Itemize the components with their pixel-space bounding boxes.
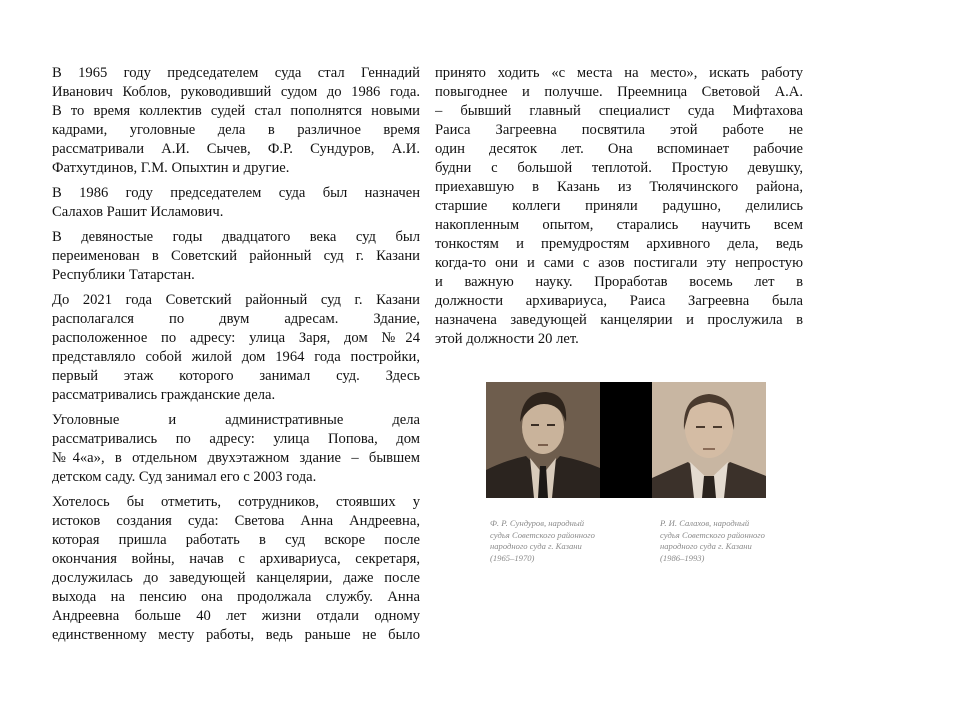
text-line: Иванович Коблов, руководивший судом до 1986 года. [52, 84, 420, 100]
text-line: единственному месту работы, ведь раньше не было [52, 627, 420, 643]
text-line: Хотелось бы отметить, сотрудников, стоявших у [52, 494, 420, 510]
text-line: будни с большой теплотой. Простую девушку, [435, 160, 803, 176]
caption-line: Ф. Р. Сундуров, народный [490, 518, 585, 528]
text-line: Уголовные и административные дела [52, 412, 420, 428]
text-line: – бывший главный специалист суда Мифтахова [435, 103, 803, 119]
paragraph-koblov [52, 64, 420, 178]
text-line: В девяностые годы двадцатого века суд был [52, 229, 420, 245]
text-line: окончания войны, начав с архивариуса, секретаря, [52, 551, 420, 567]
text-line: повыгоднее и получше. Преемница Световой А.А. [435, 84, 803, 100]
caption-line: (1965–1970) [490, 552, 535, 563]
caption-line: народного суда г. Казани [490, 541, 582, 551]
right-column [435, 64, 803, 355]
text-line: которая пришла работать в суд вскоре после [52, 532, 420, 548]
text-line: первый этаж которого занимал суд. Здесь [52, 368, 420, 384]
text-line: расположенное по адресу: улица Заря, дом №24 [52, 330, 420, 346]
portrait-photos [486, 382, 766, 498]
paragraph-staff [52, 493, 420, 645]
caption-salakhov [660, 518, 800, 564]
text-line: В 1965 году председателем суда стал Геннадий [52, 65, 420, 81]
text-line: В то время коллектив судей стал пополнятся новыми [52, 103, 420, 119]
left-column [52, 64, 420, 651]
text-line: Раиса Загреевна посвятила этой работе не [435, 122, 803, 138]
text-line: До 2021 года Советский районный суд г. Казани [52, 292, 420, 308]
text-line: когда-то они и сами с азов постигали эту непростую [435, 255, 803, 271]
text-line: один десяток лет. Она вспоминает рабочие [435, 141, 803, 157]
caption-line: (1986–1993) [660, 552, 705, 563]
paragraph-miftakhova [435, 64, 803, 349]
text-line: этой должности 20 лет. [435, 331, 579, 347]
text-line: представляло собой жилой дом 1964 года постройки, [52, 349, 420, 365]
portrait-sundurov-image [486, 382, 600, 498]
text-line: старшие коллеги приняли радушно, делились [435, 198, 803, 214]
text-line: кадрами, уголовные дела в различное время [52, 122, 420, 138]
caption-line: судья Советского районного [660, 529, 765, 540]
portrait-salakhov-image [652, 382, 766, 498]
text-line: назначена заведующей канцелярии и прослужила в [435, 312, 803, 328]
text-line: тонкостям и премудростям архивного дела, ведь [435, 236, 803, 252]
caption-line: народного суда г. Казани [660, 541, 752, 551]
text-line: принято ходить «с места на место», искать работу [435, 65, 803, 81]
text-line: дослужилась до заведующей канцелярии, даже после [52, 570, 420, 586]
portrait-salakhov [652, 382, 766, 498]
text-line: выхода на пенсию она продолжала службу. Анна [52, 589, 420, 605]
paragraph-rename [52, 228, 420, 285]
text-line: №4«а», в отдельном двухэтажном здание – бывшем [52, 450, 420, 466]
paragraph-addresses [52, 291, 420, 405]
text-line: В 1986 году председателем суда был назначен [52, 185, 420, 201]
text-line: Фатхутдинов, Г.М. Опыхтин и другие. [52, 160, 290, 176]
text-line: переименован в Советский районный суд г. Казани [52, 248, 420, 264]
text-line: Республики Татарстан. [52, 267, 195, 283]
text-line: приехавшую в Казань из Тюлячинского района, [435, 179, 803, 195]
text-line: рассматривались по адресу: улица Попова, дом [52, 431, 420, 447]
text-line: детском саду. Суд занимал его с 2003 года. [52, 469, 317, 485]
caption-line: Р. И. Салахов, народный [660, 518, 750, 528]
text-line: Андреевна больше 40 лет жизни отдали одному [52, 608, 420, 624]
text-line: Салахов Рашит Исламович. [52, 204, 224, 220]
text-line: рассматривали А.И. Сычев, Ф.Р. Сундуров, А.И. [52, 141, 420, 157]
paragraph-salakhov [52, 184, 420, 222]
text-line: накопленным опытом, старались научить всем [435, 217, 803, 233]
portrait-sundurov [486, 382, 600, 498]
text-line: и важную науку. Проработав восемь лет в [435, 274, 803, 290]
caption-sundurov [490, 518, 630, 564]
text-line: располагался по двум адресам. Здание, [52, 311, 420, 327]
text-line: рассматривались гражданские дела. [52, 387, 276, 403]
text-line: истоков создания суда: Светова Анна Андреевна, [52, 513, 420, 529]
text-line: должности архивариуса, Раиса Загреевна была [435, 293, 803, 309]
caption-line: судья Советского районного [490, 529, 595, 540]
paragraph-criminal-cases [52, 411, 420, 487]
